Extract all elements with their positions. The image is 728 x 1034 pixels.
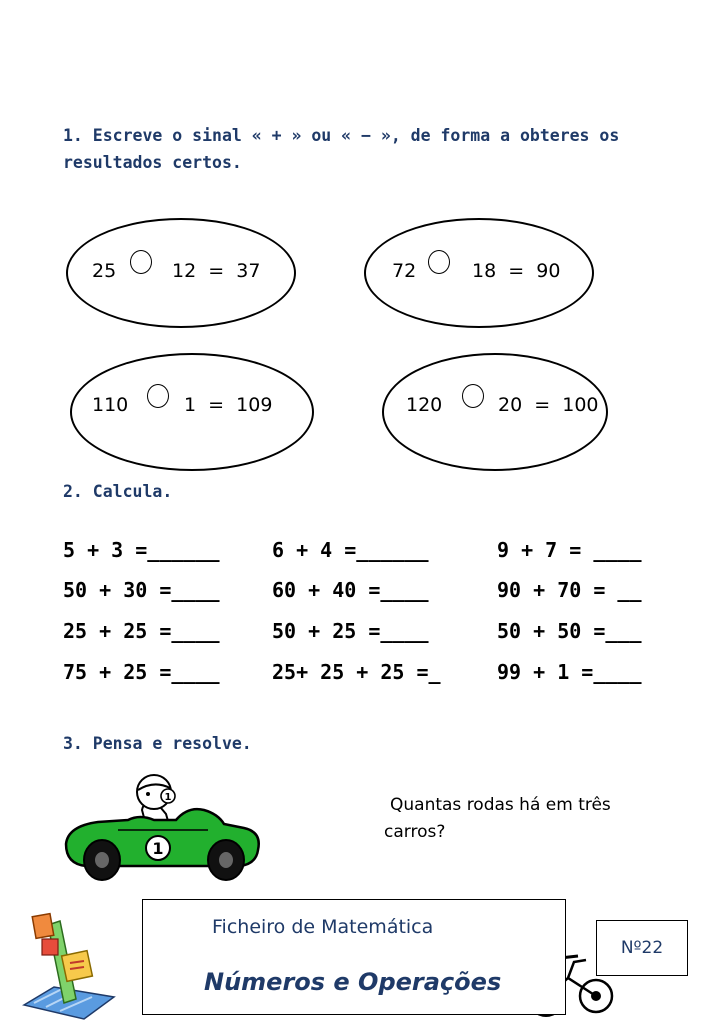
equation-3-left: 110: [92, 394, 129, 416]
worksheet-number-badge: [596, 920, 688, 976]
q3-question-line2: carros?: [384, 822, 446, 842]
q3-question: [384, 792, 684, 846]
q1-title-line1: 1. Escreve o sinal « + » ou « − », de forma a obteres os: [63, 126, 620, 145]
calc-r3-c2[interactable]: 50 + 25 =____: [272, 619, 429, 643]
calc-r2-c3[interactable]: 90 + 70 = __: [497, 578, 642, 602]
sign-slot-3[interactable]: [147, 384, 169, 408]
calc-r3-c3[interactable]: 50 + 50 =___: [497, 619, 642, 643]
sign-slot-4[interactable]: [462, 384, 484, 408]
equation-1-left: 25: [92, 260, 117, 282]
equation-3-right: 1 = 109: [184, 394, 273, 416]
calc-r4-c2[interactable]: 25+ 25 + 25 =_: [272, 660, 441, 684]
q1-title: [63, 126, 683, 172]
calc-r1-c3[interactable]: 9 + 7 = ____: [497, 538, 642, 562]
equation-2-left: 72: [392, 260, 417, 282]
equation-2-right: 18 = 90: [472, 260, 561, 282]
equation-4-left: 120: [406, 394, 443, 416]
car-number: 1: [152, 839, 164, 858]
building-blocks-icon: [14, 905, 124, 1025]
calc-r2-c2[interactable]: 60 + 40 =____: [272, 578, 429, 602]
worksheet-number: Nº22: [620, 938, 664, 958]
sign-slot-2[interactable]: [428, 250, 450, 274]
q3-title: 3. Pensa e resolve.: [63, 734, 252, 753]
race-car-illustration: [58, 770, 268, 890]
footer-subtitle: Ficheiro de Matemática: [212, 916, 434, 938]
calc-r3-c1[interactable]: 25 + 25 =____: [63, 619, 220, 643]
q2-title: 2. Calcula.: [63, 482, 173, 501]
equation-4-right: 20 = 100: [498, 394, 599, 416]
calc-r1-c1[interactable]: 5 + 3 =______: [63, 538, 220, 562]
calc-r4-c3[interactable]: 99 + 1 =____: [497, 660, 642, 684]
equation-1-right: 12 = 37: [172, 260, 261, 282]
calc-r2-c1[interactable]: 50 + 30 =____: [63, 578, 220, 602]
footer-title: Números e Operações: [204, 968, 502, 996]
q1-title-line2: resultados certos.: [63, 153, 242, 172]
calc-r4-c1[interactable]: 75 + 25 =____: [63, 660, 220, 684]
calc-r1-c2[interactable]: 6 + 4 =______: [272, 538, 429, 562]
helmet-number: 1: [164, 792, 172, 803]
sign-slot-1[interactable]: [130, 250, 152, 274]
q3-question-line1: Quantas rodas há em três: [390, 795, 611, 815]
